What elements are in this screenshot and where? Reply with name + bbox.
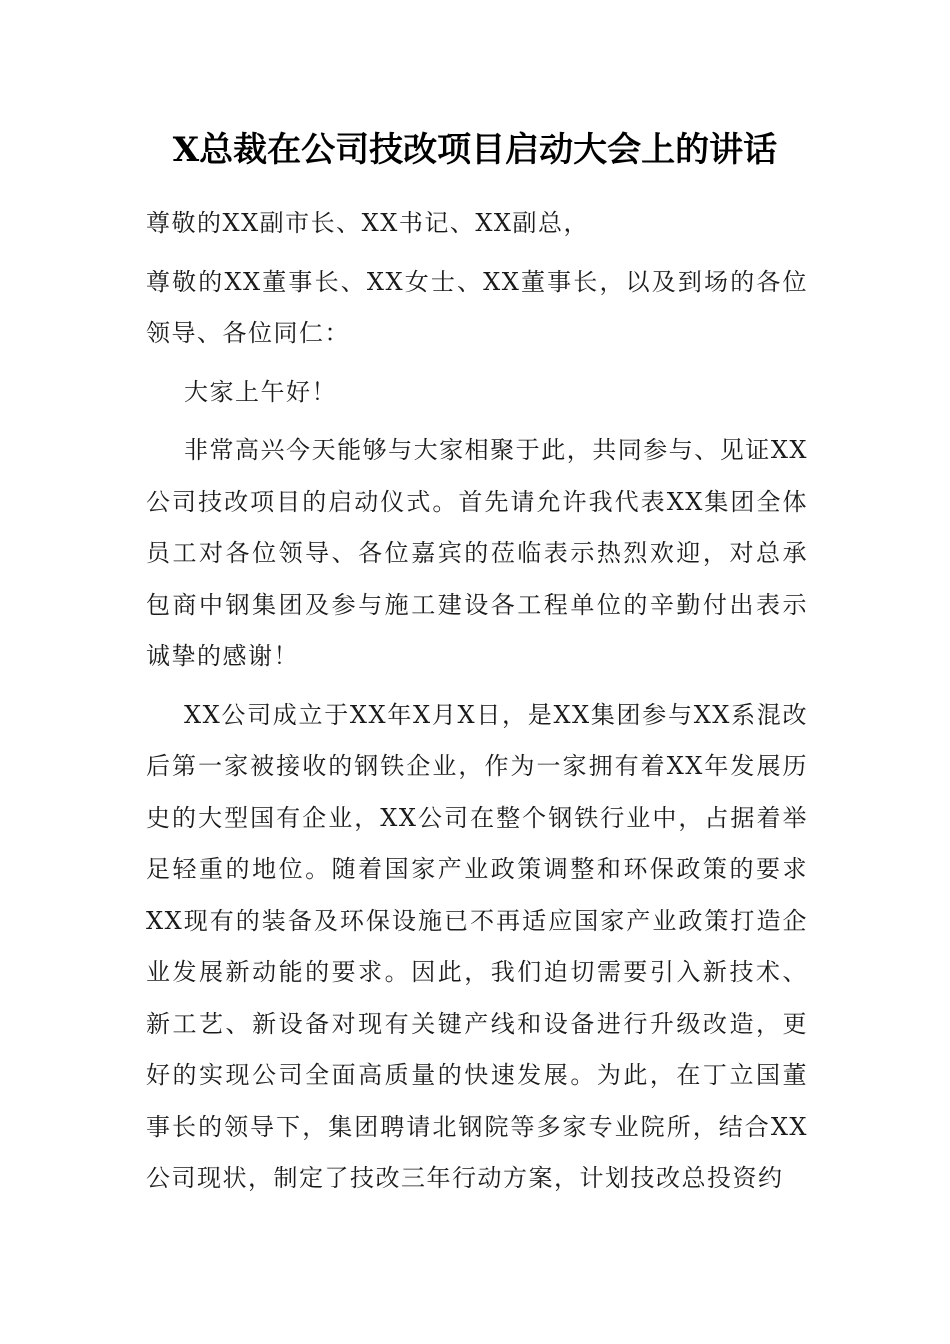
document-body xyxy=(146,198,808,1212)
welcome-paragraph: 非常高兴今天能够与大家相聚于此，共同参与、见证XX公司技改项目的启动仪式。首先请允许我代表XX集团全体员工对各位领导、各位嘉宾的莅临表示热烈欢迎，对总承包商中钢集团及参与施工建设各工程单位的辛勤付出表示诚挚的感谢！ xyxy=(146,436,808,670)
greeting-paragraph: 大家上午好！ xyxy=(184,377,337,406)
company-background-paragraph: XX公司成立于XX年X月X日，是XX集团参与XX系混改后第一家被接收的钢铁企业，作为一家拥有着XX年发展历史的大型国有企业，XX公司在整个钢铁行业中，占据着举足轻重的地位。随着国家产业政策调整和环保政策的要求XX现有的装备及环保设施已不再适应国家产业政策打造企业发展新动能的要求。因此，我们迫切需要引入新技术、新工艺、新设备对现有关键产线和设备进行升级改造，更好的实现公司全面高质量的快速发展。为此，在丁立国董事长的领导下，集团聘请北钢院等多家专业院所，结合XX公司现状，制定了技改三年行动方案，计划技改总投资约 xyxy=(146,700,808,1192)
document-title: X总裁在公司技改项目启动大会上的讲话 xyxy=(172,130,778,170)
salutation-line-2: 尊敬的XX董事长、XX女士、XX董事长，以及到场的各位领导、各位同仁： xyxy=(146,267,808,347)
salutation-line-1: 尊敬的XX副市长、XX书记、XX副总， xyxy=(146,209,590,237)
